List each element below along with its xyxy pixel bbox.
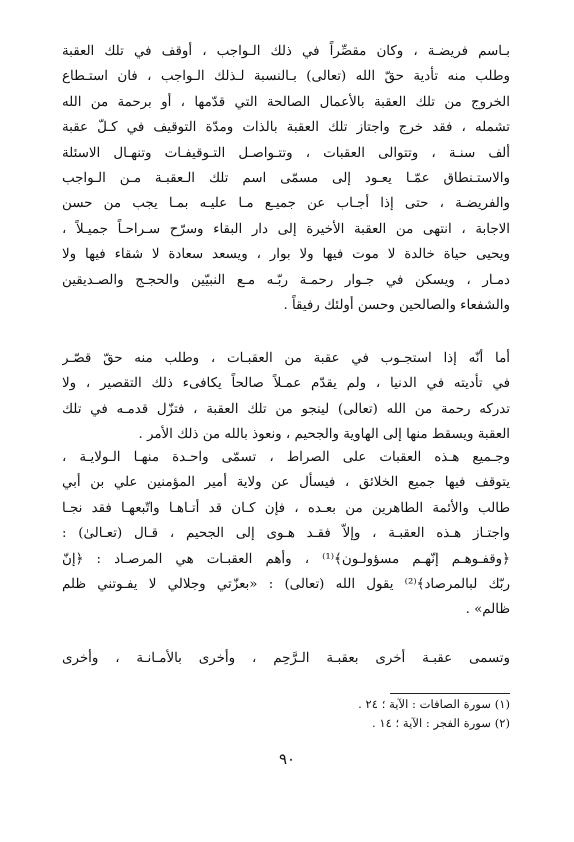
- paragraph-4: [62, 646, 510, 671]
- text-line: في تأديته في الدنيا ، ولم يقدّم عمـلاً صالحاً يكافىء ذلك التقصير ، ولا: [62, 376, 510, 392]
- text-line: والاستـنطاق عمّـا يعـود إلى مسمّى اسم تلك الـعقبـة مـن الـواجب: [62, 170, 510, 186]
- text-line: وتسمى عقبـة أخرى بعقبـة الـرَّحِم ، وأخرى بالأمـانـة ، وأخرى: [62, 651, 510, 666]
- text-line: دمـار ، ويسكن في جـوار رحمـة ربّـه مـع النبيّين والحجـج والصـديقين: [62, 272, 510, 288]
- text-line: بـاسم فريضـة ، وكان مقصِّراً في ذلك الـواجب ، أوقف في تلك العقبة: [62, 44, 510, 59]
- footnote-separator: [390, 693, 510, 694]
- text-line: يتوقف فيها جميع الخلائق ، فيسأل عن ولاية أمير المؤمنين علي بن أبي: [62, 475, 510, 491]
- text-line: ألف سنـة ، وتتوالى العقبات ، وتتـواصـل التـوقيفـات وتنهـال الاسئلة: [62, 145, 510, 161]
- paragraph-1: [62, 39, 510, 318]
- text-line: واجتـاز هـذه العقبـة ، وإلاّ فقـد هـوى إلى الجحيم ، قـال (تعـالىٰ) :: [62, 526, 510, 542]
- text-line: ﴿وقفـوهـم إنّهـم مسؤولـون﴾⁽¹⁾ ، وأهم العقبـات هي المرصـاد : ﴿إنّ: [62, 551, 510, 567]
- text-line: والشفعاء والصالحين وحسن أولئك رفيقاً .: [283, 297, 510, 313]
- text-line: الاجابة ، انتهى من العقبة الأخيرة إلى دار البقاء وسرّح سـراحـاً جميـلاً ،: [62, 221, 510, 237]
- paragraph-3: [62, 445, 510, 623]
- text-line: الخروج من تلك العقبة بالأعمال الصالحة التي قدّمها ، أو برحمة من الله: [62, 94, 510, 110]
- footnotes: [300, 695, 510, 733]
- footnote-1: (١) سورة الصافات : الآية ؛ ٢٤ .: [358, 697, 510, 711]
- text-line: ربّك لبالمرصاد﴾⁽²⁾ يقول الله (تعالى) : «بعزّتي وجلالي لا يفـوتني ظلم: [62, 576, 510, 592]
- text-line: تدركه رحمة من الله (تعالى) لينجو من تلك العقبة ، فتزّل قدمـه في تلك: [62, 401, 510, 417]
- footnote-2: (٢) سورة الفجر : الآية ؛ ١٤ .: [372, 716, 510, 730]
- page-number: ٩٠: [278, 750, 296, 768]
- text-line: تشمله ، فقد خرج واجتاز تلك العقبة بالذات ومدّة التوقيف في كـلّ عقبة: [62, 120, 510, 136]
- text-line: ظالم» .: [465, 602, 510, 618]
- text-line: والفريضـة ، حتى إذا أجـاب عن جميـع مـا عليـه بمـا يجب من حسن: [62, 196, 510, 212]
- text-line: وطلب منه تأدية حقّ الله (تعالى) بـالنسبة لـذلك الـواجب ، فان استـطاع: [62, 69, 510, 85]
- text-line: أما أنّه إذا استجـوب في عقبة من العقبـات ، وطلب منه حقّ قصّـر: [62, 351, 510, 366]
- text-line: ويحيى حياة خالدة لا موت فيها ولا بوار ، ويسعد سعادة لا شقاء فيها ولا: [62, 247, 510, 263]
- text-line: طالب والأئمة الطاهرين من بعـده ، فإن كـان قد أتـاهـا واتّبعهـا فقد نجـا: [62, 500, 510, 516]
- paragraph-2: [62, 346, 510, 448]
- text-line: وجـميع هـذه العقبات على الصراط ، تسمّى واحـدة منهـا الـولايـة ،: [62, 450, 510, 465]
- text-line: العقبة ويسقط منها إلى الهاوية والجحيم ، ونعوذ بالله من ذلك الأمر .: [138, 427, 510, 443]
